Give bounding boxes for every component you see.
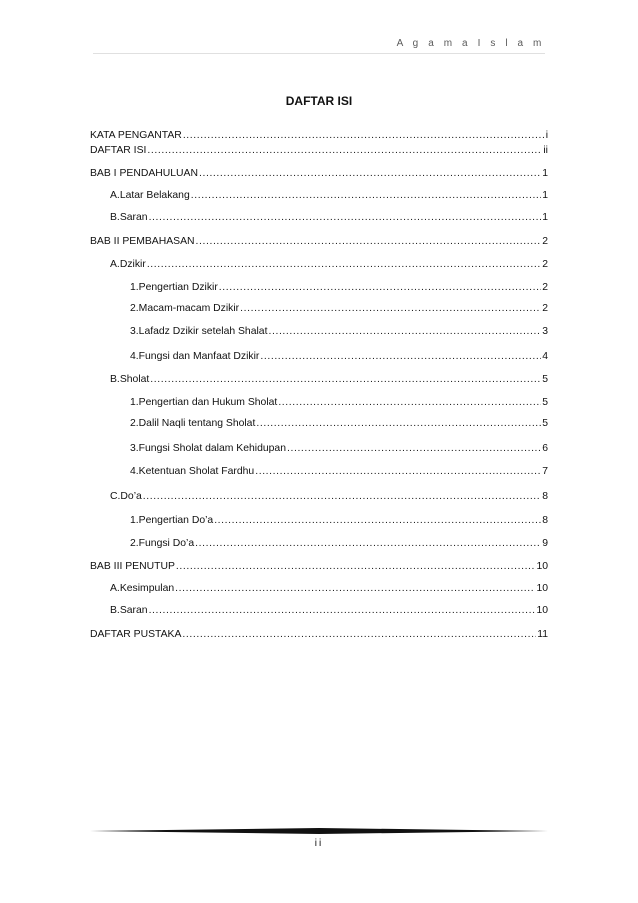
- toc-entry-label: Sholat: [119, 374, 150, 385]
- dot-leader: [287, 442, 541, 456]
- toc-entry: [130, 465, 548, 479]
- toc-entry-number: 2.: [130, 538, 139, 549]
- dot-leader: [214, 514, 541, 528]
- toc-entry-label: BAB III PENUTUP: [90, 561, 175, 572]
- dot-leader: [183, 129, 545, 143]
- dot-leader: [149, 211, 542, 225]
- dot-leader: [143, 490, 541, 504]
- toc-entry: [130, 396, 548, 410]
- toc-entry: [90, 560, 548, 574]
- toc-entry-page: 5: [542, 397, 548, 408]
- toc-entry-number: 4.: [130, 466, 139, 477]
- toc-entry-number: B.: [110, 212, 120, 223]
- toc-entry-label: BAB II PEMBAHASAN: [90, 236, 195, 247]
- dot-leader: [191, 189, 541, 203]
- toc-entry-page: 1: [542, 168, 548, 179]
- toc-entry-label: Fungsi Sholat dalam Kehidupan: [138, 443, 286, 454]
- toc-entry-label: DAFTAR PUSTAKA: [90, 629, 182, 640]
- dot-leader: [150, 373, 541, 387]
- toc-entry: [130, 417, 548, 431]
- dot-leader: [196, 235, 542, 249]
- toc-entry: [130, 325, 548, 339]
- dot-leader: [175, 582, 535, 596]
- toc-entry-number: 3.: [130, 443, 139, 454]
- dot-leader: [149, 604, 536, 618]
- toc-entry-page: 9: [542, 538, 548, 549]
- toc-entry-page: 2: [542, 303, 548, 314]
- toc-entry: [130, 350, 548, 364]
- toc-entry-page: 1: [542, 190, 548, 201]
- toc-entry: [130, 514, 548, 528]
- dot-leader: [199, 167, 541, 181]
- toc-entry: [110, 189, 548, 203]
- toc-entry-label: Ketentuan Sholat Fardhu: [138, 466, 255, 477]
- toc-entry: [90, 144, 548, 158]
- toc-entry-page: 1: [542, 212, 548, 223]
- toc-entry: [90, 129, 548, 143]
- toc-entry: [90, 167, 548, 181]
- toc-entry-page: 2: [542, 259, 548, 270]
- dot-leader: [219, 281, 541, 295]
- toc-entry-label: Dalil Naqli tentang Sholat: [138, 418, 256, 429]
- toc-entry-page: 4: [542, 351, 548, 362]
- dot-leader: [260, 350, 541, 364]
- toc-entry-number: A.: [110, 583, 120, 594]
- toc-entry-label: Dzikir: [119, 259, 146, 270]
- toc-entry-label: KATA PENGANTAR: [90, 130, 182, 141]
- toc-entry: [90, 235, 548, 249]
- toc-entry-label: Macam-macam Dzikir: [138, 303, 240, 314]
- toc-entry-number: 2.: [130, 303, 139, 314]
- toc-entry-label: Saran: [119, 212, 148, 223]
- toc-entry: [110, 373, 548, 387]
- dot-leader: [147, 258, 541, 272]
- toc-entry: [130, 281, 548, 295]
- dot-leader: [278, 396, 541, 410]
- toc-entry-page: 10: [536, 561, 548, 572]
- toc-entry-page: i: [545, 130, 548, 141]
- toc-entry-page: 5: [542, 374, 548, 385]
- toc-entry-page: 10: [536, 605, 548, 616]
- dot-leader: [147, 144, 542, 158]
- dot-leader: [256, 417, 541, 431]
- toc-entry-number: A.: [110, 190, 120, 201]
- toc-entry: [110, 490, 548, 504]
- toc-entry-page: 6: [542, 443, 548, 454]
- dot-leader: [240, 302, 541, 316]
- toc-entry-label: Do’a: [120, 491, 142, 502]
- dot-leader: [182, 628, 536, 642]
- toc-entry-page: 3: [542, 326, 548, 337]
- toc-entry-label: Fungsi Do’a: [138, 538, 195, 549]
- toc-entry: [110, 211, 548, 225]
- dot-leader: [255, 465, 541, 479]
- toc-entry-label: Latar Belakang: [119, 190, 190, 201]
- toc-entry-number: 4.: [130, 351, 139, 362]
- toc-entry-number: B.: [110, 605, 120, 616]
- toc-entry: [110, 582, 548, 596]
- toc-entry-number: 2.: [130, 418, 139, 429]
- toc-entry: [110, 604, 548, 618]
- toc-entry-number: 1.: [130, 397, 139, 408]
- dot-leader: [176, 560, 536, 574]
- toc-entry: [130, 442, 548, 456]
- toc-entry-label: Pengertian Dzikir: [138, 282, 218, 293]
- toc-entry-number: 1.: [130, 282, 139, 293]
- toc-entry-page: 5: [542, 418, 548, 429]
- page-number: ii: [314, 838, 324, 849]
- toc-entry-number: 3.: [130, 326, 139, 337]
- toc-entry-page: 2: [542, 282, 548, 293]
- toc-entry-label: Kesimpulan: [119, 583, 175, 594]
- toc-entry: [90, 628, 548, 642]
- toc-entry-number: C.: [110, 491, 121, 502]
- toc-entry-page: ii: [543, 145, 548, 156]
- toc-entry-label: Pengertian dan Hukum Sholat: [138, 397, 278, 408]
- toc-entry-label: Pengertian Do’a: [138, 515, 214, 526]
- toc-entry-page: 8: [542, 515, 548, 526]
- toc-entry-label: Saran: [119, 605, 148, 616]
- toc-entry: [130, 302, 548, 316]
- page-title: DAFTAR ISI: [285, 94, 353, 108]
- toc-entry-number: B.: [110, 374, 120, 385]
- toc-entry-page: 2: [542, 236, 548, 247]
- running-header: A g a m a I s l a m: [396, 38, 545, 49]
- toc-entry-page: 11: [537, 629, 548, 640]
- toc-entry-label: DAFTAR ISI: [90, 145, 147, 156]
- toc-entry-page: 10: [536, 583, 548, 594]
- toc-entry-page: 8: [542, 491, 548, 502]
- header-rule: [93, 53, 545, 54]
- toc-entry-label: Lafadz Dzikir setelah Shalat: [138, 326, 268, 337]
- dot-leader: [195, 537, 541, 551]
- footer-rule: [90, 828, 548, 834]
- dot-leader: [268, 325, 541, 339]
- toc-entry: [110, 258, 548, 272]
- toc-entry-page: 7: [542, 466, 548, 477]
- toc-entry-label: Fungsi dan Manfaat Dzikir: [138, 351, 260, 362]
- toc-entry-number: 1.: [130, 515, 139, 526]
- toc-entry-number: A.: [110, 259, 120, 270]
- toc-entry: [130, 537, 548, 551]
- toc-entry-label: BAB I PENDAHULUAN: [90, 168, 198, 179]
